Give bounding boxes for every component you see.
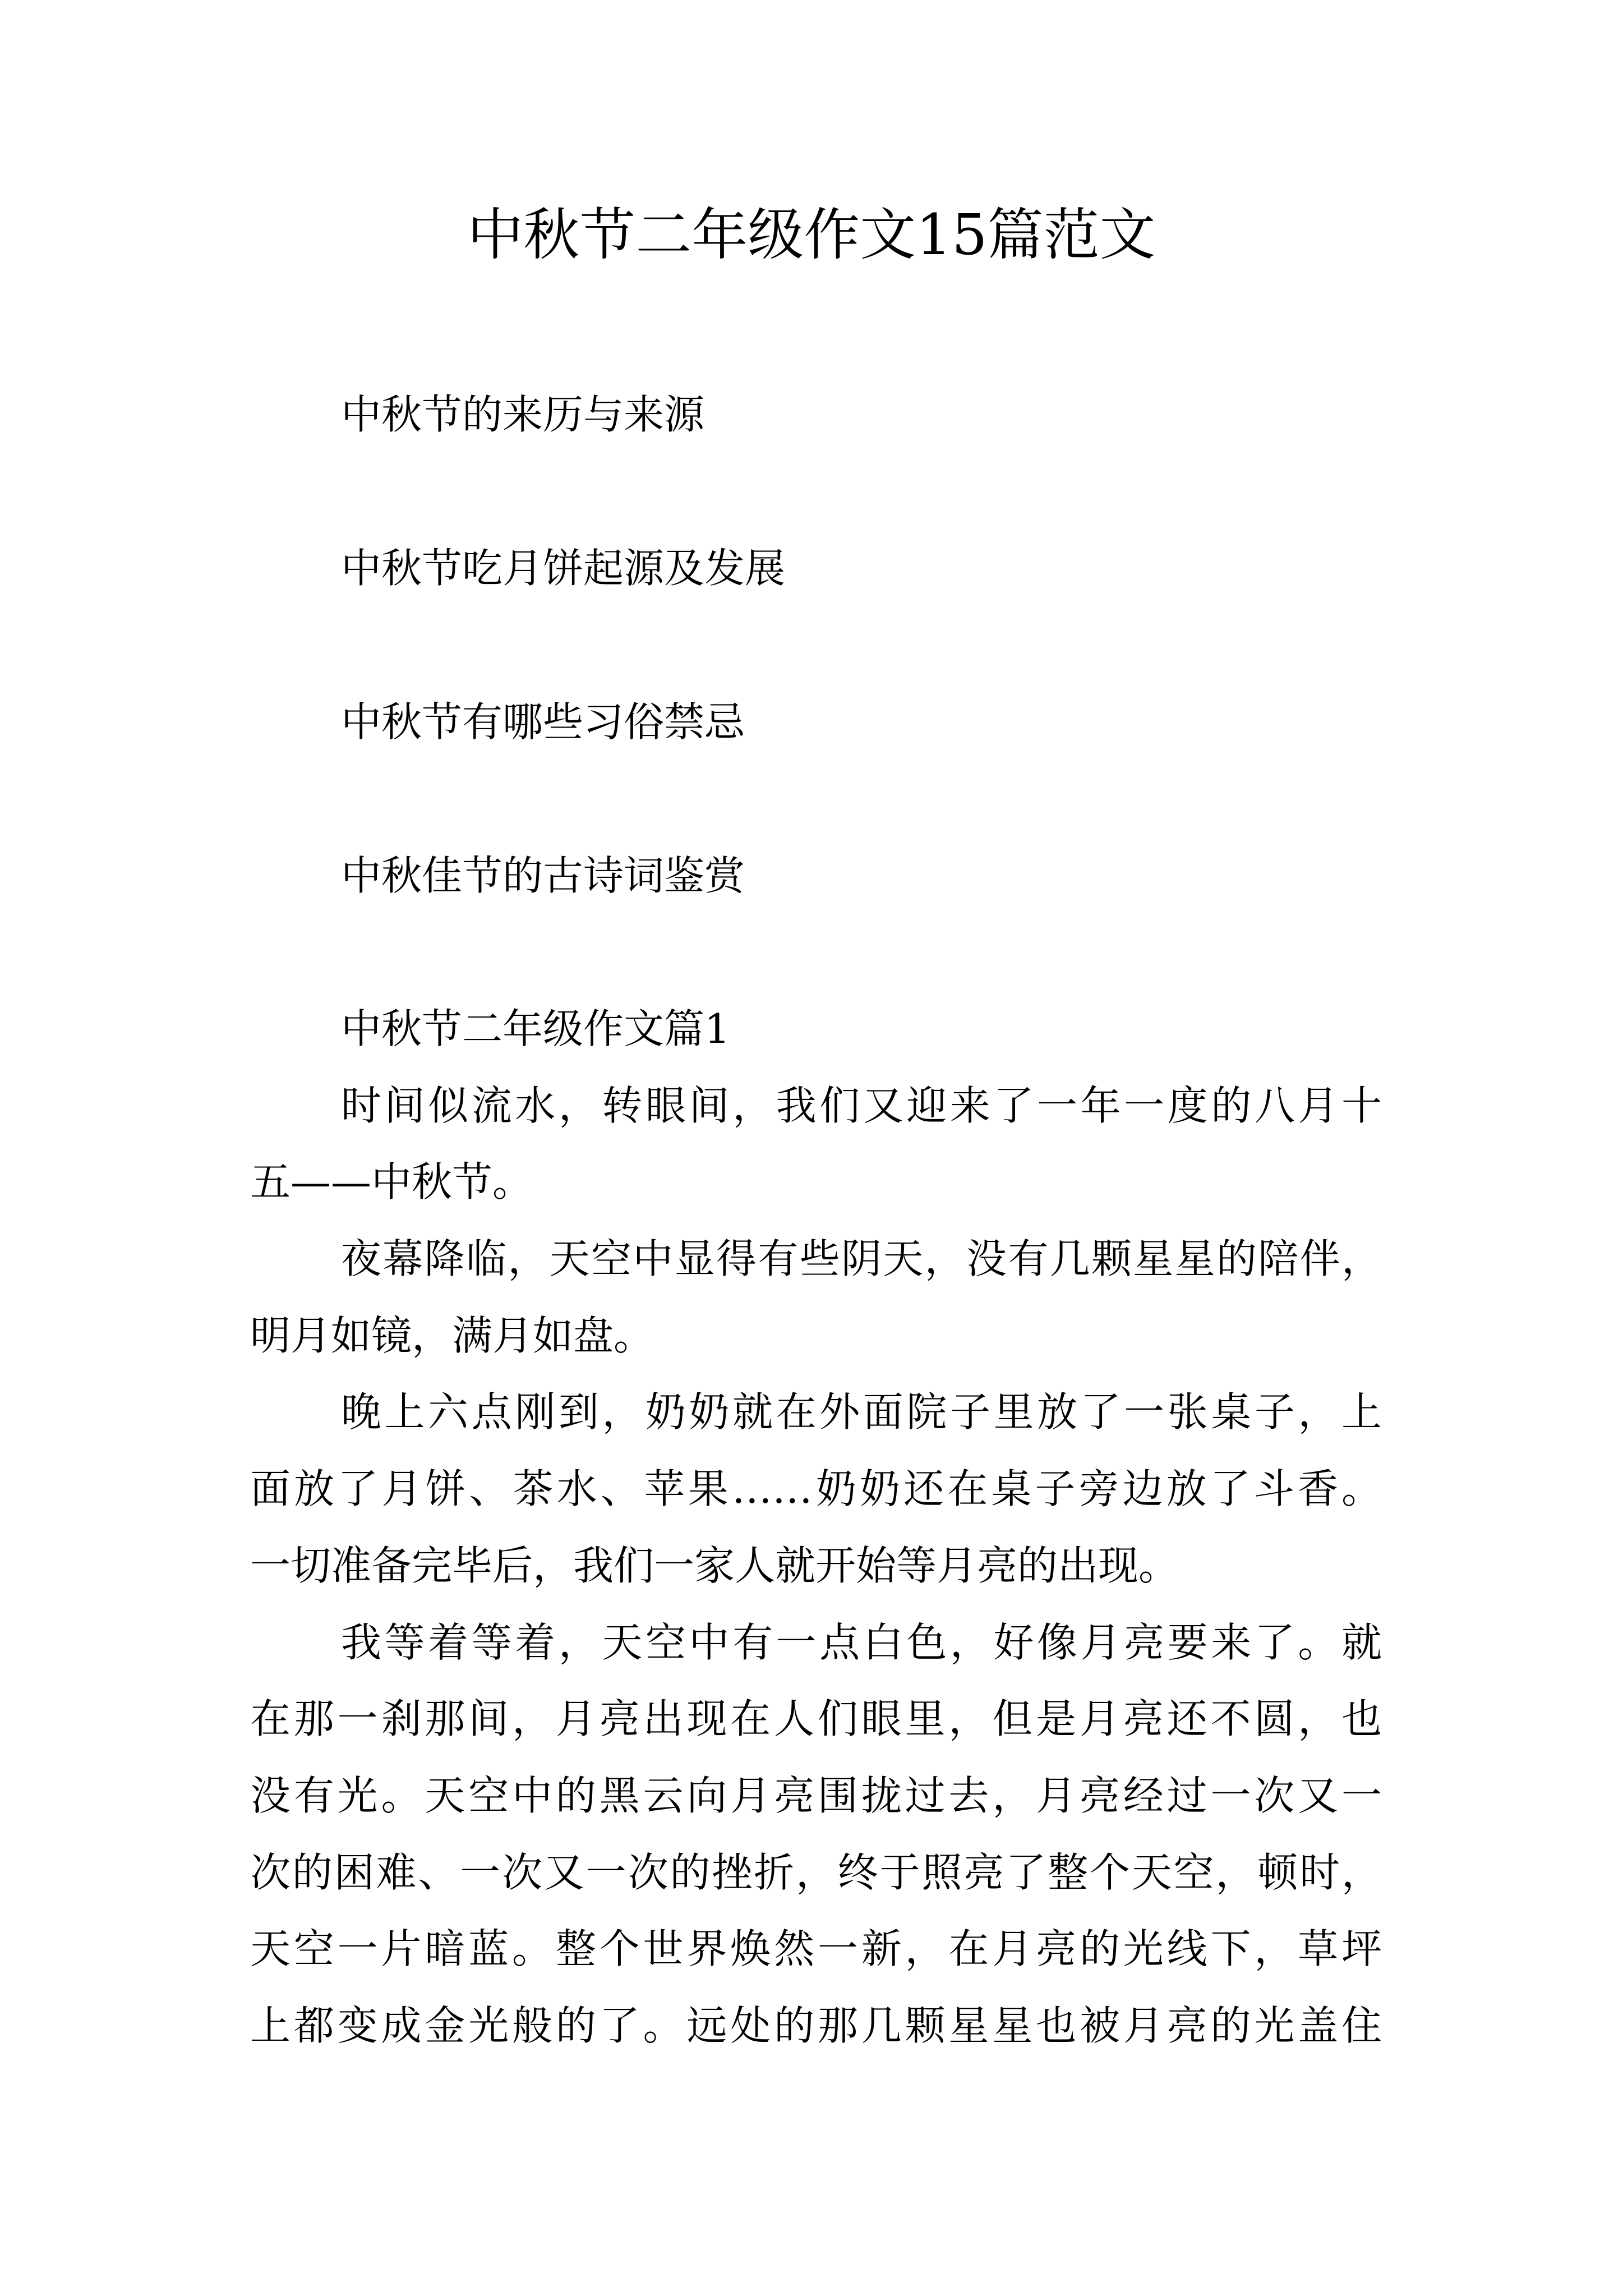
table-of-contents [250,338,1382,953]
text-line: 上都变成金光般的了。远处的那几颗星星也被月亮的光盖住 [250,2001,1382,2049]
text-line: 在那一刹那间，月亮出现在人们眼里，但是月亮还不圆，也 [250,1695,1382,1743]
paragraph [250,1221,1382,1374]
text-line: 夜幕降临，天空中显得有些阴天，没有几颗星星的陪伴， [341,1235,1382,1283]
text-line: 时间似流水，转眼间，我们又迎来了一年一度的八月十 [341,1082,1382,1129]
text-line: 面放了月饼、茶水、苹果……奶奶还在桌子旁边放了斗香。 [250,1465,1382,1513]
essay-heading: 中秋节二年级作文篇1 [341,1005,730,1052]
essay-body [250,991,1382,2064]
text-line: 次的困难、一次又一次的挫折，终于照亮了整个天空，顿时， [250,1848,1382,1896]
toc-item: 中秋佳节的古诗词鉴赏 [341,852,745,899]
text-line: 明月如镜，满月如盘。 [250,1312,654,1359]
toc-item: 中秋节有哪些习俗禁忌 [341,698,745,746]
paragraph [250,1374,1382,1604]
text-line: 晚上六点刚到，奶奶就在外面院子里放了一张桌子，上 [341,1388,1382,1436]
document-title: 中秋节二年级作文15篇范文 [467,202,1156,268]
paragraph [250,1604,1382,2064]
toc-item: 中秋节吃月饼起源及发展 [341,545,786,592]
text-line: 一切准备完毕后，我们一家人就开始等月亮的出现。 [250,1542,1179,1589]
text-line: 天空一片暗蓝。整个世界焕然一新，在月亮的光线下，草坪 [250,1925,1382,1973]
toc-item: 中秋节的来历与来源 [341,391,705,438]
text-line: 我等着等着，天空中有一点白色，好像月亮要来了。就 [341,1618,1382,1666]
text-line: 五——中秋节。 [250,1158,533,1206]
paragraph [250,1068,1382,1221]
text-line: 没有光。天空中的黑云向月亮围拢过去，月亮经过一次又一 [250,1772,1382,1819]
